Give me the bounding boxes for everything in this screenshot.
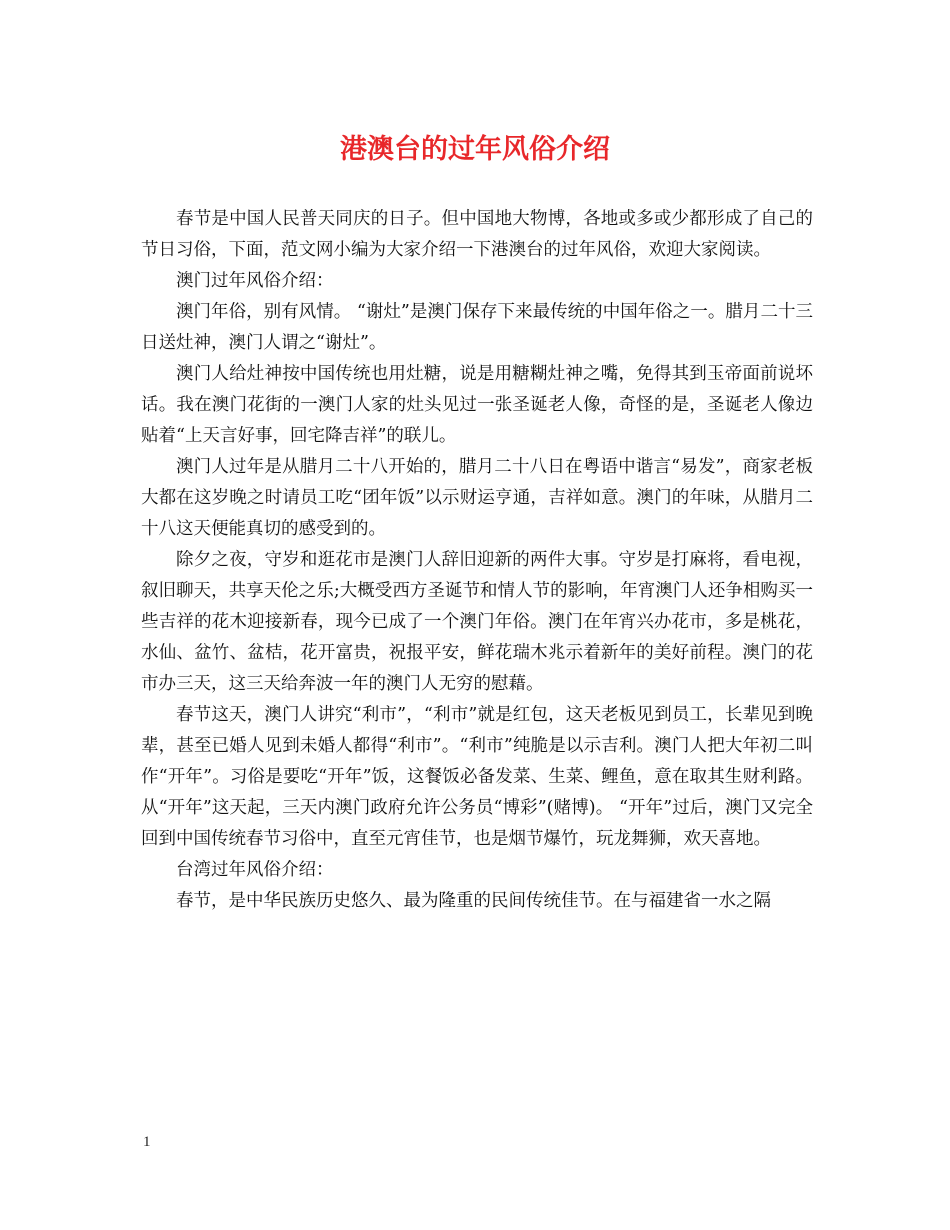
paragraph-macau-new-years-eve: 除夕之夜，守岁和逛花市是澳门人辞旧迎新的两件大事。守岁是打麻将，看电视，叙旧聊天，共享天伦之乐;大概受西方圣诞节和情人节的影响，年宵澳门人还争相购买一些吉祥的花木迎接新春，现今已成了一个澳门年俗。澳门在年宵兴办花市，多是桃花，水仙、盆竹、盆桔，花开富贵，祝报平安，鲜花瑞木兆示着新年的美好前程。澳门的花市办三天，这三天给奔波一年的澳门人无穷的慰藉。 (141, 550, 813, 694)
paragraph-macau-kitchen-candy: 澳门人给灶神按中国传统也用灶糖，说是用糖糊灶神之嘴，免得其到玉帝面前说坏话。我在澳门花街的一澳门人家的灶头见过一张圣诞老人像，奇怪的是，圣诞老人像边贴着“上天言好事，回宅降吉祥”的联儿。 (141, 364, 813, 446)
body-text (141, 204, 813, 917)
paragraph-macau-kitchen-god: 澳门年俗，别有风情。 “谢灶”是澳门保存下来最传统的中国年俗之一。腊月二十三日送灶神，澳门人谓之“谢灶”。 (141, 302, 813, 353)
page-number: 1 (143, 1134, 151, 1150)
paragraph-macau-spring-festival: 春节这天，澳门人讲究“利市”，“利市”就是红包，这天老板见到员工，长辈见到晚辈，甚至已婚人见到未婚人都得“利市”。“利市”纯脆是以示吉利。澳门人把大年初二叫作“开年”。习俗是要吃“开年”饭，这餐饭必备发菜、生菜、鲤鱼，意在取其生财利路。从“开年”这天起，三天内澳门政府允许公务员“博彩”(赌博)。 “开年”过后，澳门又完全回到中国传统春节习俗中，直至元宵佳节，也是烟节爆竹，玩龙舞狮，欢天喜地。 (141, 705, 813, 849)
section-heading-macau: 澳门过年风俗介绍： (176, 271, 334, 291)
paragraph-intro: 春节是中国人民普天同庆的日子。但中国地大物博，各地或多或少都形成了自己的节日习俗，下面，范文网小编为大家介绍一下港澳台的过年风俗，欢迎大家阅读。 (141, 209, 813, 260)
page-title: 港澳台的过年风俗介绍 (340, 134, 610, 165)
paragraph-taiwan-intro: 春节，是中华民族历史悠久、最为隆重的民间传统佳节。在与福建省一水之隔 (176, 891, 771, 911)
paragraph-macau-28th: 澳门人过年是从腊月二十八开始的，腊月二十八日在粤语中谐言“易发”，商家老板大都在这岁晚之时请员工吃“团年饭”以示财运亨通，吉祥如意。澳门的年味，从腊月二十八这天便能真切的感受到的。 (141, 457, 813, 539)
section-heading-taiwan: 台湾过年风俗介绍： (176, 860, 334, 880)
